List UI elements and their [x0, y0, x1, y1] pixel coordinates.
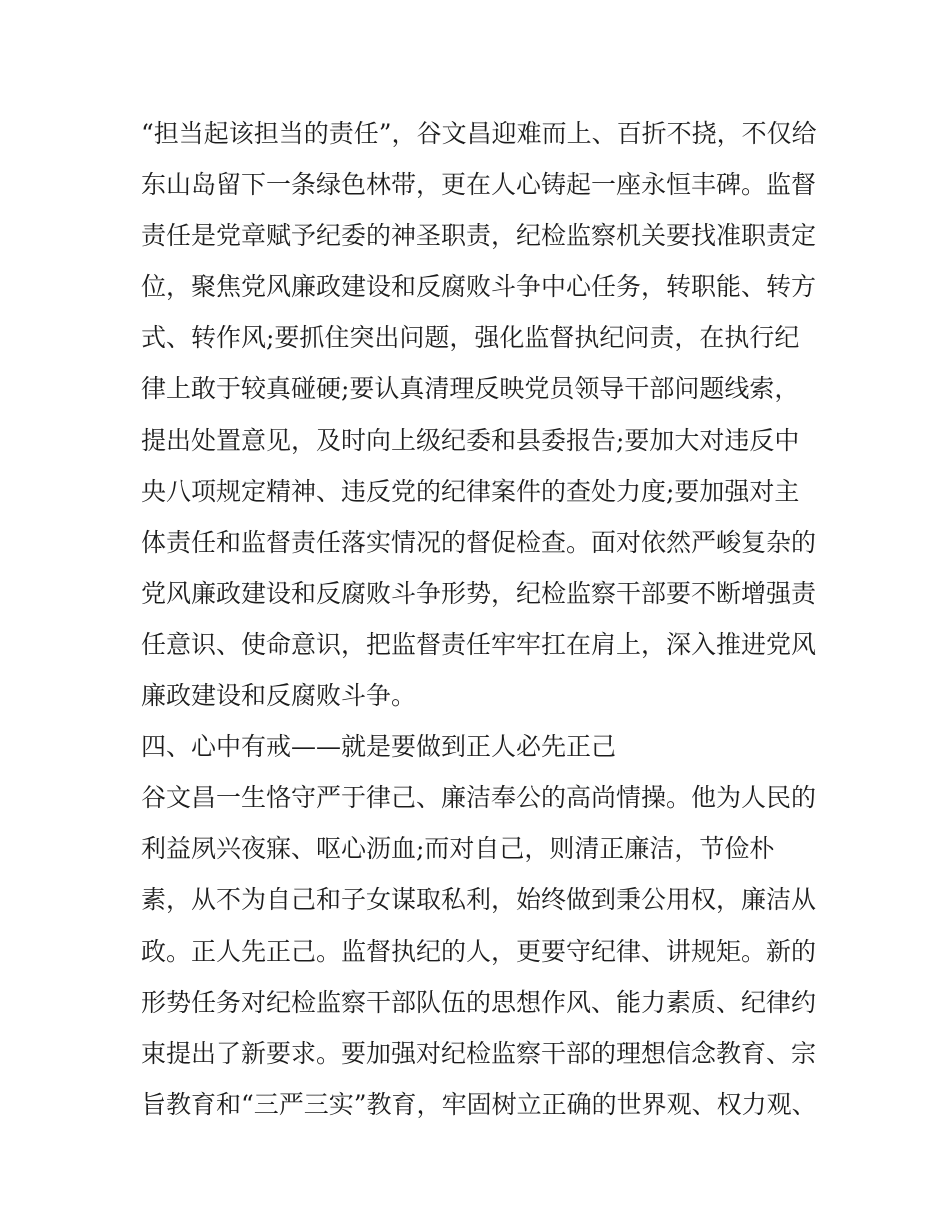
text-line: 政。正人先正己。监督执纪的人，更要守纪律、讲规矩。新的	[141, 936, 817, 966]
text-line: 党风廉政建设和反腐败斗争形势，纪检监察干部要不断增强责	[141, 578, 817, 608]
text-line: 央八项规定精神、违反党的纪律案件的查处力度;要加强对主	[141, 476, 800, 506]
text-line: 廉政建设和反腐败斗争。	[141, 681, 417, 711]
text-line: 谷文昌一生恪守严于律己、廉洁奉公的高尚情操。他为人民的	[141, 783, 817, 813]
body-text	[141, 108, 821, 1130]
text-line: 责任是党章赋予纪委的神圣职责，纪检监察机关要找准职责定	[141, 221, 817, 251]
text-line: 旨教育和“三严三实”教育，牢固树立正确的世界观、权力观、	[141, 1089, 817, 1119]
text-line: 律上敢于较真碰硬;要认真清理反映党员领导干部问题线索，	[141, 374, 800, 404]
section-heading: 四、心中有戒——就是要做到正人必先正己	[141, 732, 617, 762]
text-line: 体责任和监督责任落实情况的督促检查。面对依然严峻复杂的	[141, 527, 817, 557]
text-line: 利益夙兴夜寐、呕心沥血;而对自己，则清正廉洁，节俭朴	[141, 834, 775, 864]
text-line: 任意识、使命意识，把监督责任牢牢扛在肩上，深入推进党风	[141, 629, 817, 659]
text-line: 位，聚焦党风廉政建设和反腐败斗争中心任务，转职能、转方	[141, 272, 817, 302]
text-line: “担当起该担当的责任”，谷文昌迎难而上、百折不挠，不仅给	[141, 119, 817, 148]
text-line: 形势任务对纪检监察干部队伍的思想作风、能力素质、纪律约	[141, 987, 817, 1017]
text-line: 素，从不为自己和子女谋取私利，始终做到秉公用权，廉洁从	[141, 885, 817, 915]
text-line: 式、转作风;要抓住突出问题，强化监督执纪问责，在执行纪	[141, 323, 800, 353]
text-line: 束提出了新要求。要加强对纪检监察干部的理想信念教育、宗	[141, 1038, 817, 1068]
text-line: 东山岛留下一条绿色林带，更在人心铸起一座永恒丰碑。监督	[141, 170, 817, 200]
text-line: 提出处置意见，及时向上级纪委和县委报告;要加大对违反中	[141, 425, 800, 455]
